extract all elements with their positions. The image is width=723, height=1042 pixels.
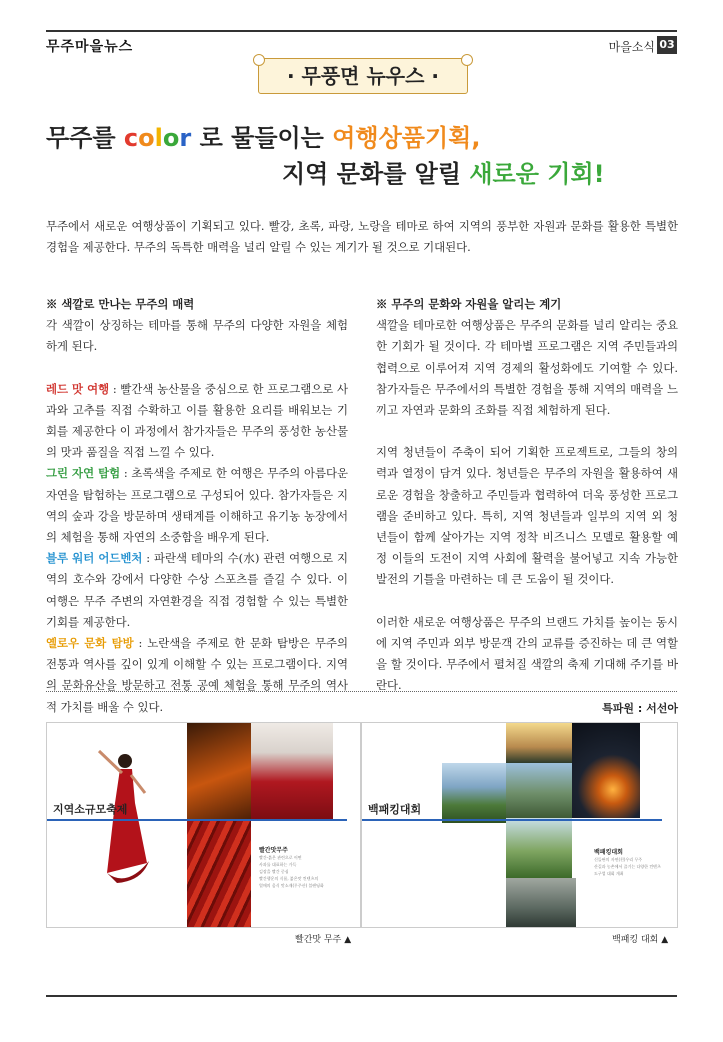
right-paragraph-1: 색깔을 테마로한 여행상품은 무주의 문화를 널리 알리는 중요한 기회가 될 것이다. 각 테마별 프로그램은 지역 주민들과의 협력으로 이루어져 지역 경제의 활성화에도 기여할 수 있다. 참가자들은 무주에서의 특별한 경험을 통해 지역의 매력을 느끼고 자연과 문화의 조화를 직접 체험하게 된다.: [376, 318, 678, 418]
left-paragraph-1: 각 색깔이 상징하는 테마를 통해 무주의 다양한 자원을 체험하게 된다.: [46, 318, 348, 354]
campfire-image: [572, 723, 640, 818]
info-line: 김장을 빨간 중심: [259, 869, 289, 874]
right-paragraph-3: 이러한 새로운 여행상품은 무주의 브랜드 가치를 높이는 동시에 지역 주민과 외부 방문객 간의 교류를 증진하는 데 큰 역할을 할 것이다. 무주에서 펼쳐질 색깔의 축제 기대해 주기를 바란다.: [376, 614, 678, 693]
left-subheading: ※ 색깔로 만나는 무주의 매력: [46, 297, 195, 311]
info-line: 산길과 농촌에서 즐기는 다양한 컨텐츠: [594, 864, 661, 869]
headline-line-2: 지역 문화를 알릴 새로운 기회!: [282, 160, 605, 188]
photo-title: 백패킹대회: [368, 803, 422, 816]
section-banner: · 무풍면 뉴우스 ·: [258, 58, 468, 94]
byline: 특파원 : 서선아: [602, 702, 678, 716]
intro-paragraph: 무주에서 새로운 여행상품이 기획되고 있다. 빨강, 초록, 파랑, 노랑을 테마로 하여 지역의 풍부한 자원과 문화를 활용한 특별한 경험을 제공한다. 무주의 독특한 매력을 널리 알릴 수 있는 계기가 될 것으로 기대된다.: [46, 219, 678, 254]
red-hat-image: [251, 723, 333, 821]
info-line: 열매의 음식 맛소재(무주산) 블랜딩화: [259, 883, 324, 888]
info-line: 사과를 대표하는 가득: [259, 862, 297, 867]
photo-festival: [46, 722, 361, 928]
headline-line-1: 무주를 color 로 물들이는 여행상품기획,: [46, 124, 481, 152]
photo-caption-left: 빨간맛 무주 ▲: [295, 935, 352, 945]
tents-image: [506, 763, 572, 818]
green-theme-key: 그린 자연 탐험: [46, 466, 121, 481]
right-column: [376, 294, 678, 720]
bottom-rule: [46, 995, 677, 997]
hill-image: [506, 818, 572, 878]
photo-title: 지역소규모축제: [53, 803, 128, 816]
dancer-image: [87, 743, 157, 893]
info-line: 빨간-붉은 관련으로 어떤: [259, 855, 302, 860]
dotted-divider: [46, 691, 677, 692]
blue-theme-paragraph: 블루 워터 어드벤처 : 파란색 테마의 수(水) 관련 여행으로 지역의 호수와 강에서 다양한 수상 스포츠를 즐길 수 있다. 이 여행은 무주 주변의 자연환경을 직접 경험할 수 있는 특별한 기회를 제공한다.: [46, 551, 348, 629]
accent-band: [47, 819, 347, 821]
photo-caption-right: 백패킹 대회 ▲: [612, 935, 669, 945]
info-line: 빨간행운의 식품, 붉은맛 컨텐츠의: [259, 876, 319, 881]
red-theme-paragraph: 레드 맛 여행 : 빨간색 농산물을 중심으로 한 프로그램으로 사과와 고추를 직접 수확하고 이를 활용한 요리를 배워보는 기회를 제공한다 이 과정에서 참가자들은 무주의 풍성한 농산물의 맛과 품질을 직접 느낄 수 있다.: [46, 381, 349, 460]
yellow-theme-key: 옐로우 문화 탐방: [46, 636, 134, 651]
info-line: 도구업 대회 개최: [594, 871, 624, 876]
top-rule: [46, 30, 677, 32]
camp-gear-image: [506, 878, 576, 927]
info-title: 백패킹대회: [594, 849, 623, 856]
left-column: [46, 294, 348, 718]
info-line: 신들판의 자연(친)우리 무주: [594, 857, 643, 862]
pumpkins-image: [187, 723, 251, 821]
section-label: 마을소식: [608, 40, 655, 54]
red-peppers-image: [187, 821, 251, 927]
yellow-theme-paragraph: 옐로우 문화 탐방 : 노란색을 주제로 한 문화 탐방은 무주의 전통과 역사를 깊이 있게 이해할 수 있는 프로그램이다. 지역의 문화유산을 방문하고 전통 공예 체험을 통해 무주의 역사적 가치를 배울 수 있다.: [46, 636, 348, 714]
blue-theme-key: 블루 워터 어드벤처: [46, 551, 143, 566]
accent-band: [362, 819, 662, 821]
info-title: 빨간맛무주: [259, 847, 288, 854]
forest-image: [442, 763, 506, 823]
photo-backpacking: [361, 722, 678, 928]
right-paragraph-2: 지역 청년들이 주축이 되어 기획한 프로젝트로, 그들의 창의력과 열정이 담겨 있다. 청년들은 무주의 자원을 활용하여 새로운 경험을 창출하고 주민들과 협력하여 더욱 풍성한 프로그램을 준비하고 있다. 특히, 지역 청년들과 일부의 지역 외 청년들이 함께 살아가는 지역 정착 비즈니스 모델로 활용할 예정 이들의 도전이 지역 사회에 활력을 불어넣고 지속 가능한 발전의 기틀을 마련하는 데 큰 도움이 될 것이다.: [376, 445, 678, 587]
masthead-logo: 무주마을뉴스: [46, 39, 134, 55]
red-theme-key: 레드 맛 여행: [46, 381, 110, 396]
green-theme-paragraph: 그린 자연 탐험 : 초록색을 주제로 한 여행은 무주의 아름다운 자연을 탐험하는 프로그램으로 구성되어 있다. 참가자들은 지역의 숲과 강을 방문하며 생태계를 이해하고 유기농 농장에서의 체험을 통해 자연의 소중함을 배우게 된다.: [46, 466, 349, 545]
right-subheading: ※ 무주의 문화와 자원을 알리는 계기: [376, 297, 562, 311]
page-number: 03: [657, 36, 677, 54]
sunset-camp-image: [506, 723, 572, 763]
